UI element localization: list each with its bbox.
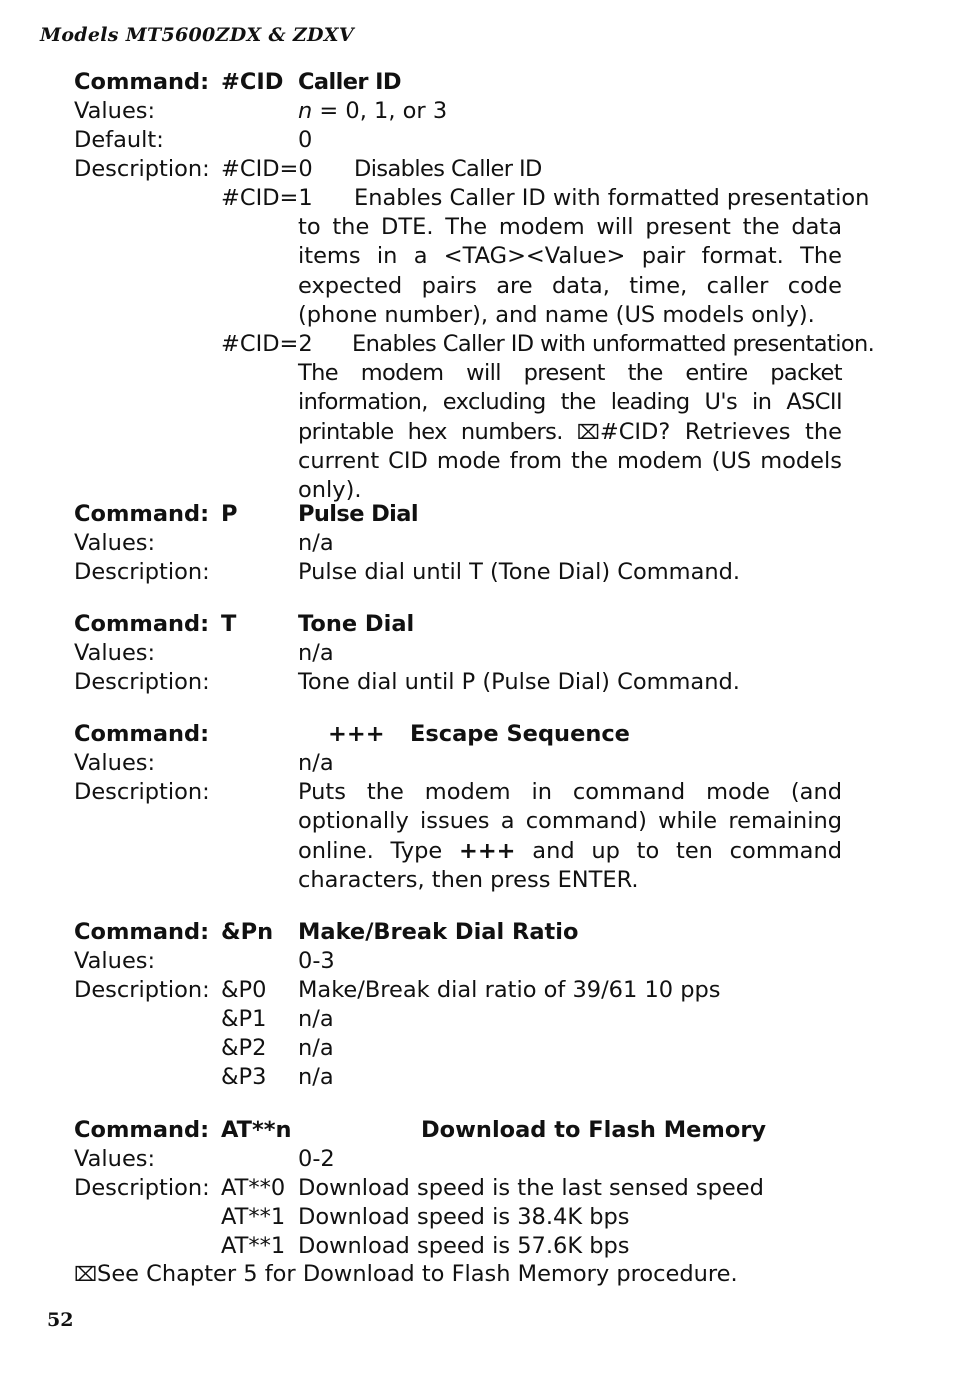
command-code: #CID: [221, 69, 284, 95]
note-icon: ⌧: [74, 1262, 98, 1286]
option-code: &P0: [221, 977, 267, 1003]
option-code: &P2: [221, 1035, 267, 1061]
values-rest: = 0, 1, or 3: [312, 98, 448, 124]
description-text: Pulse dial until T (Tone Dial) Command.: [298, 559, 741, 585]
footnote: [74, 1260, 738, 1289]
option-code: AT**0: [221, 1175, 286, 1201]
values-text: n/a: [298, 640, 334, 666]
paragraph-text: #CID? Retrieves the current CID mode from the modem (US models only).: [298, 418, 842, 504]
command-label: Command:: [74, 1117, 210, 1143]
values-label: Values:: [74, 640, 156, 666]
values-text: n/a: [298, 530, 334, 556]
command-code: T: [221, 611, 237, 637]
command-label: Command:: [74, 721, 210, 747]
command-name: Escape Sequence: [410, 721, 630, 747]
option-text: Enables Caller ID with formatted presentation: [354, 185, 870, 211]
paragraph-text: and up to ten command characters, then press ENTER.: [298, 837, 842, 893]
option-code: #CID=0: [221, 156, 313, 182]
values-text: [298, 97, 447, 126]
command-name: Tone Dial: [298, 611, 415, 637]
option-text: n/a: [298, 1006, 334, 1032]
running-header: Models MT5600ZDX & ZDXV: [40, 24, 354, 46]
option-text: n/a: [298, 1064, 334, 1090]
description-label: Description:: [74, 1175, 210, 1201]
note-icon: ⌧: [576, 419, 600, 444]
description-label: Description:: [74, 669, 210, 695]
description-text: Tone dial until P (Pulse Dial) Command.: [298, 669, 740, 695]
values-label: Values:: [74, 750, 156, 776]
description-label: Description:: [74, 977, 210, 1003]
description-label: Description:: [74, 156, 210, 182]
description-label: Description:: [74, 779, 210, 805]
command-label: Command:: [74, 69, 210, 95]
command-name: Make/Break Dial Ratio: [298, 919, 579, 945]
values-label: Values:: [74, 1146, 156, 1172]
description-label: Description:: [74, 559, 210, 585]
command-code: P: [221, 501, 238, 527]
option-paragraph: [298, 359, 842, 505]
option-code: AT**1: [221, 1204, 286, 1230]
values-variable: n: [298, 98, 313, 124]
option-text: Make/Break dial ratio of 39/61 10 pps: [298, 977, 721, 1003]
default-label: Default:: [74, 127, 164, 153]
paragraph-bold-code: +++: [458, 837, 516, 864]
option-code: &P1: [221, 1006, 267, 1032]
option-text: Download speed is 38.4K bps: [298, 1204, 630, 1230]
paragraph-text: Puts the modem in command mode (and optionally issues a command) while remaining online. Type: [298, 779, 842, 864]
option-paragraph: to the DTE. The modem will present the data items in a <TAG><Value> pair format. The expected pairs are data, time, caller code (phone number), and name (US models only).: [298, 214, 842, 328]
values-label: Values:: [74, 948, 156, 974]
command-label: Command:: [74, 611, 210, 637]
default-value: 0: [298, 127, 313, 153]
description-paragraph: [298, 778, 842, 895]
option-text: Enables Caller ID with unformatted presentation.: [352, 331, 875, 357]
option-text: Download speed is the last sensed speed: [298, 1175, 764, 1201]
command-label: Command:: [74, 501, 210, 527]
values-text: 0-2: [298, 1146, 335, 1172]
option-text: Download speed is 57.6K bps: [298, 1233, 630, 1259]
option-code: AT**1: [221, 1233, 286, 1259]
command-name: Pulse Dial: [298, 501, 418, 527]
values-text: n/a: [298, 750, 334, 776]
command-code: AT**n: [221, 1117, 292, 1143]
option-code: #CID=1: [221, 185, 313, 211]
command-code: +++: [328, 721, 385, 747]
command-name: Download to Flash Memory: [421, 1117, 767, 1143]
values-text: 0-3: [298, 948, 335, 974]
option-text: Disables Caller ID: [354, 156, 542, 182]
option-code: #CID=2: [221, 331, 313, 357]
values-label: Values:: [74, 98, 156, 124]
footnote-text: See Chapter 5 for Download to Flash Memory procedure.: [97, 1261, 738, 1287]
command-label: Command:: [74, 919, 210, 945]
option-code: &P3: [221, 1064, 267, 1090]
values-label: Values:: [74, 530, 156, 556]
page-number: 52: [47, 1309, 74, 1331]
command-code: &Pn: [221, 919, 274, 945]
paragraph-text: The modem will present the entire packet information, excluding the leading U's in ASCII printable hex numbers.: [298, 360, 842, 445]
command-name: Caller ID: [298, 69, 401, 95]
option-text: n/a: [298, 1035, 334, 1061]
